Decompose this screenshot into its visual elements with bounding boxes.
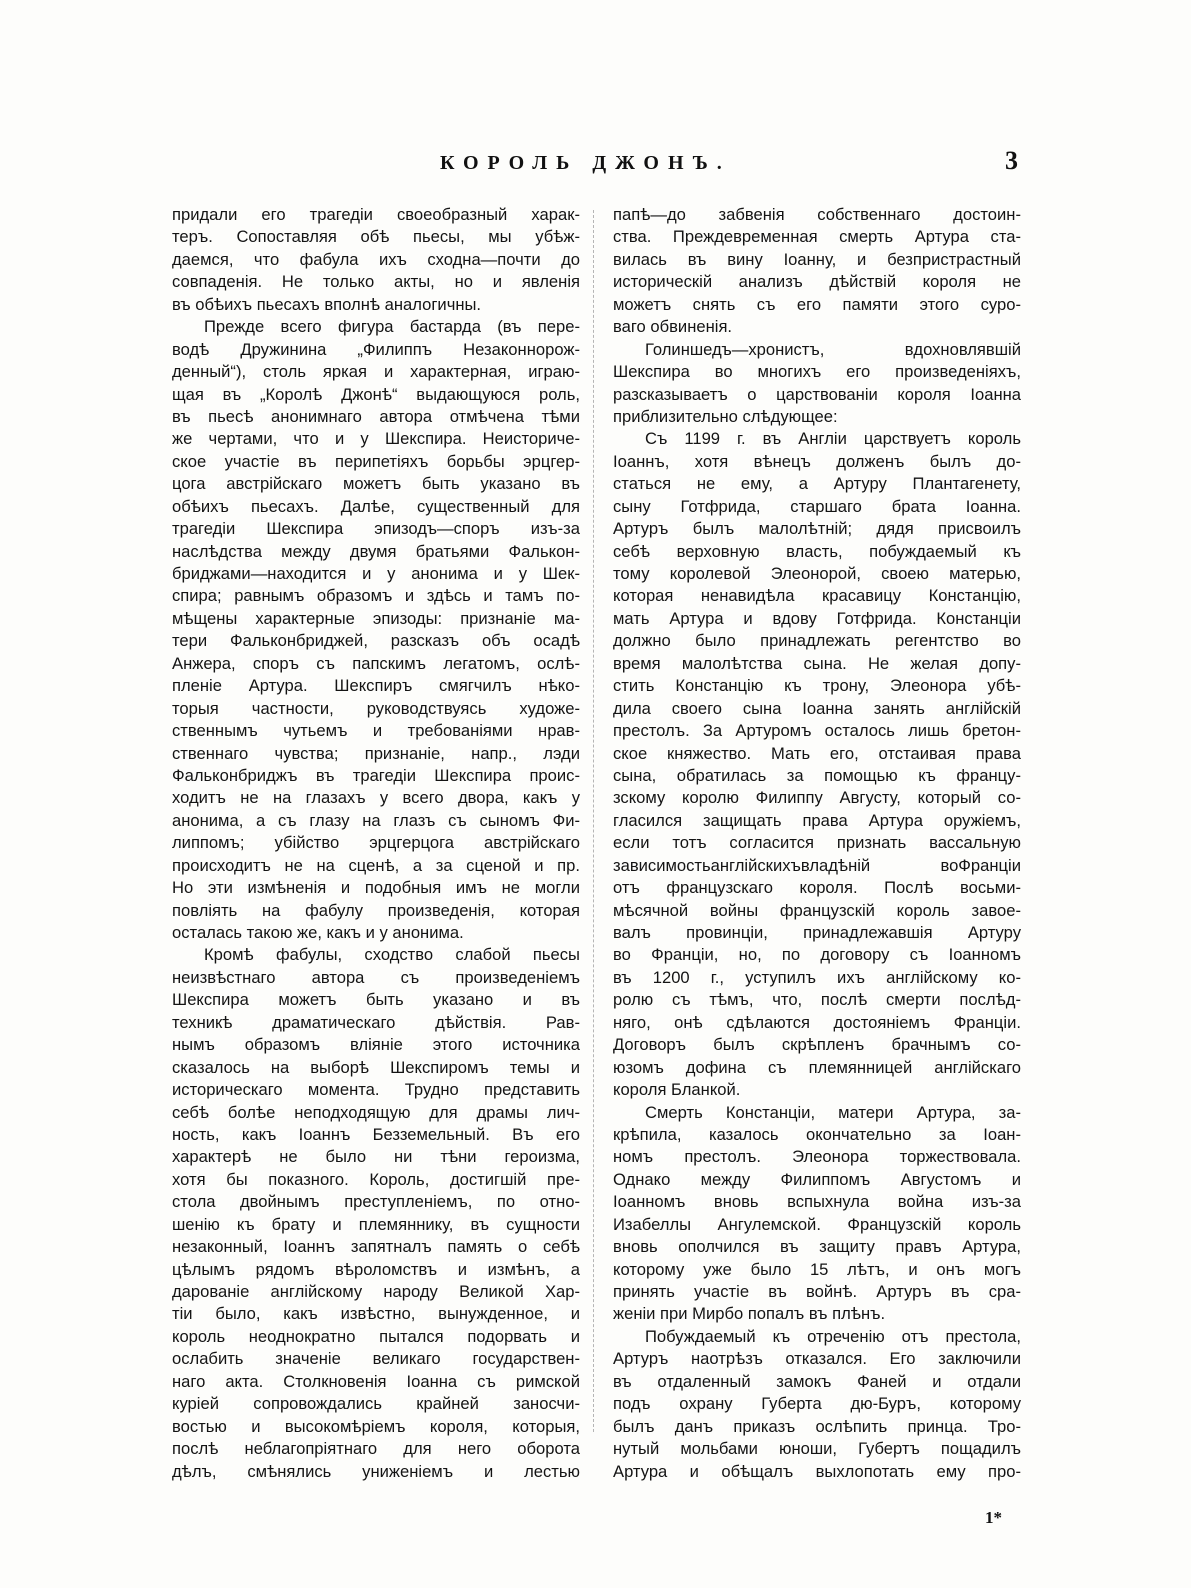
text-line: же чертами, что и у Шекспира. Неисториче- xyxy=(172,429,580,449)
text-line: послѣ неблагопріятнаго для него оборота xyxy=(172,1439,580,1459)
text-line: дила своего сына Іоанна занять англійскій xyxy=(613,698,1021,718)
text-line: ность, какъ Іоаннъ Безземельный. Въ его xyxy=(172,1124,580,1144)
text-line: шенію къ брату и племяннику, въ сущности xyxy=(172,1214,580,1234)
right-column xyxy=(613,204,1021,1483)
running-title: КОРОЛЬ ДЖОНЪ. xyxy=(440,152,731,174)
text-line: нымъ образомъ вліяніе этого источника xyxy=(172,1035,580,1055)
text-line: статься не ему, а Артуру Плантагенету, xyxy=(613,474,1021,494)
text-line: Анжера, споръ съ папскимъ легатомъ, ослѣ- xyxy=(172,653,580,673)
text-line: ходитъ не на глазахъ у всего двора, какъ у xyxy=(172,788,580,808)
text-line: можетъ снять съ его памяти этого суро- xyxy=(613,294,1021,314)
text-line: даемся, что фабула ихъ сходна—почти до xyxy=(172,249,580,269)
text-line: гласился защищать права Артура оружіемъ, xyxy=(613,810,1021,830)
text-line: тіи было, какъ извѣстно, вынужденное, и xyxy=(172,1304,580,1324)
text-line: осталась такою же, какъ и у анонима. xyxy=(172,923,464,942)
text-line: подъ охрану Губерта дю-Буръ, которому xyxy=(613,1394,1021,1414)
text-line: зависимостьанглійскихъвладѣній воФранціи xyxy=(613,855,1021,875)
text-line: дѣлъ, смѣнялись униженіемъ и лестью xyxy=(172,1461,580,1481)
text-line: разсказываетъ о царствованіи короля Іоанна xyxy=(613,384,1021,404)
text-line: сына, обратилась за помощью къ францу- xyxy=(613,765,1021,785)
text-line: историческій анализъ дѣйствій короля не xyxy=(613,272,1021,292)
text-line: приблизительно слѣдующее: xyxy=(613,406,838,426)
text-line: Однако между Филиппомъ Августомъ и xyxy=(613,1169,1021,1189)
text-line: теръ. Сопоставляя обѣ пьесы, мы убѣж- xyxy=(172,227,580,247)
text-line: незаконный, Іоаннъ запятналъ память о себѣ xyxy=(172,1237,580,1257)
text-line: куріей сопровождались крайней заносчи- xyxy=(172,1394,580,1414)
text-line: техникѣ драматическаго дѣйствія. Рав- xyxy=(172,1012,580,1032)
text-line: спира; равнымъ образомъ и здѣсь и тамъ по- xyxy=(172,586,580,606)
text-line: Іоаннъ, хотя вѣнецъ долженъ былъ до- xyxy=(613,451,1021,471)
text-line: если тотъ согласится признать вассальную xyxy=(613,833,1021,853)
text-line: Фальконбриджъ въ трагедіи Шекспира проис- xyxy=(172,765,580,785)
text-line: Смерть Констанціи, матери Артура, за- xyxy=(645,1102,1021,1122)
text-line: мѣсячной войны французскій король завое- xyxy=(613,900,1021,920)
text-line: денный“), столь яркая и характерная, играю- xyxy=(172,362,580,382)
text-line: ское участіе въ перипетіяхъ борьбы эрцгер- xyxy=(172,451,580,471)
text-line: придали его трагедіи своеобразный харак- xyxy=(172,205,580,224)
text-line: мать Артура и вдову Готфрида. Констанціи xyxy=(613,608,1021,628)
text-line: наслѣдства между двумя братьями Фалькон- xyxy=(172,541,580,561)
text-line: ственнаго чувства; признаніе, напр., лэди xyxy=(172,743,580,763)
text-line: наго акта. Столкновенія Іоанна съ римской xyxy=(172,1371,580,1391)
text-line: торыя частности, руководствуясь художе- xyxy=(172,698,580,718)
text-line: нутый мольбами юноши, Губертъ пощадилъ xyxy=(613,1439,1021,1459)
text-line: цога австрійскаго можетъ быть указано въ xyxy=(172,474,580,494)
text-line: ролю съ тѣмъ, что, послѣ смерти послѣд- xyxy=(613,990,1021,1010)
text-line: историческаго момента. Трудно представить xyxy=(172,1080,580,1100)
text-line: трагедіи Шекспира эпизодъ—споръ изъ-за xyxy=(172,519,580,539)
text-line: себѣ верховную власть, побуждаемый къ xyxy=(613,541,1021,561)
text-line: въ отдаленный замокъ Фаней и отдали xyxy=(613,1371,1021,1391)
text-line: валъ провинціи, принадлежавшія Артуру xyxy=(613,923,1021,942)
text-line: анонима, а съ глазу на глазъ съ сыномъ Фи- xyxy=(172,810,580,830)
text-line: ское княжество. Мать его, отстаивая права xyxy=(613,743,1021,763)
text-line: ственнымъ чутьемъ и требованіями нрав- xyxy=(172,721,580,741)
text-line: стола двойнымъ преступленіемъ, по отно- xyxy=(172,1192,580,1212)
text-line: въ обѣихъ пьесахъ вполнѣ аналогичны. xyxy=(172,294,482,314)
text-line: себѣ болѣе неподходящую для драмы лич- xyxy=(172,1102,580,1122)
text-line: водѣ Дружинина „Филиппъ Незаконнорож- xyxy=(172,339,580,359)
text-line: мѣщены характерные эпизоды: признаніе ма- xyxy=(172,608,580,628)
text-line: Кромѣ фабулы, сходство слабой пьесы xyxy=(204,945,580,965)
text-line: Артуръ наотрѣзъ отказался. Его заключили xyxy=(613,1349,1021,1369)
text-line: въ пьесѣ анонимнаго автора отмѣчена тѣми xyxy=(172,406,580,426)
text-line: бриджами—находится и у анонима и у Шек- xyxy=(172,564,580,583)
text-line: Съ 1199 г. въ Англіи царствуетъ король xyxy=(645,429,1021,449)
page-number: 3 xyxy=(1005,146,1018,175)
text-line: ваго обвиненія. xyxy=(613,317,733,337)
text-line: вилась въ вину Іоанну, и безпристрастный xyxy=(613,249,1021,269)
text-line: Договоръ былъ скрѣпленъ брачнымъ со- xyxy=(613,1035,1021,1055)
text-line: неизвѣстнаго автора съ произведеніемъ xyxy=(172,967,580,987)
text-line: въ 1200 г., уступилъ ихъ англійскому ко- xyxy=(613,967,1021,987)
text-line: щая въ „Королѣ Джонѣ“ выдающуюся роль, xyxy=(172,384,580,404)
text-line: крѣпила, казалось окончательно за Іоан- xyxy=(613,1124,1021,1144)
text-line: которая ненавидѣла красавицу Констанцію, xyxy=(613,586,1021,606)
text-line: ства. Преждевременная смерть Артура ста- xyxy=(613,227,1021,247)
text-line: пленіе Артура. Шекспиръ смягчилъ нѣко- xyxy=(172,676,580,696)
text-line: король неоднократно пытался подорвать и xyxy=(172,1326,580,1346)
text-line: Іоанномъ вновь вспыхнула война изъ-за xyxy=(613,1192,1021,1212)
text-line: дарованіе англійскому народу Великой Хар- xyxy=(172,1282,580,1301)
text-line: Голиншедъ—хронистъ, вдохновлявшій xyxy=(645,339,1021,359)
text-line: номъ престолъ. Элеонора торжествовала. xyxy=(613,1147,1021,1167)
text-line: Побуждаемый къ отреченію отъ престола, xyxy=(645,1326,1021,1346)
text-line: хотя бы показного. Король, достигшій пре- xyxy=(172,1169,580,1189)
text-line: характерѣ не было ни тѣни героизма, xyxy=(172,1147,580,1167)
text-line: Артуръ былъ малолѣтній; дядя присвоилъ xyxy=(613,519,1021,539)
text-line: юзомъ дофина съ племянницей англійскаго xyxy=(613,1057,1021,1077)
text-line: ослабить значеніе великаго государствен- xyxy=(172,1349,580,1369)
text-line: престолъ. За Артуромъ осталось лишь бретон- xyxy=(613,721,1021,741)
left-column xyxy=(172,204,580,1483)
text-line: Артура и обѣщалъ выхлопотать ему про- xyxy=(613,1461,1021,1481)
text-line: происходитъ не на сценѣ, а за сценой и пр. xyxy=(172,855,580,875)
text-line: сказалось на выборѣ Шекспиромъ темы и xyxy=(172,1057,580,1077)
text-line: принять участіе въ войнѣ. Артуръ въ сра- xyxy=(613,1282,1021,1301)
text-line: сыну Готфрида, старшаго брата Іоанна. xyxy=(613,496,1021,516)
text-line: повліять на фабулу произведенія, которая xyxy=(172,900,580,920)
text-line: былъ данъ приказъ ослѣпить принца. Тро- xyxy=(613,1416,1021,1436)
column-divider xyxy=(593,210,594,1432)
text-line: Прежде всего фигура бастарда (въ пере- xyxy=(204,317,580,337)
text-line: обѣихъ пьесахъ. Далѣе, существенный для xyxy=(172,496,580,516)
text-line: тери Фальконбриджей, разсказъ объ осадѣ xyxy=(172,631,580,651)
text-line: совпаденія. Не только акты, но и явленія xyxy=(172,272,580,292)
text-line: которому уже было 15 лѣтъ, и онъ могъ xyxy=(613,1259,1021,1279)
text-line: женіи при Мирбо попалъ въ плѣнъ. xyxy=(613,1304,886,1324)
text-line: время малолѣтства сына. Не желая допу- xyxy=(613,653,1021,673)
signature-mark: 1* xyxy=(985,1508,1002,1527)
text-line: должно было принадлежать регентство во xyxy=(613,631,1021,651)
text-line: стить Констанцію къ трону, Элеонора убѣ- xyxy=(613,676,1021,696)
text-line: короля Бланкой. xyxy=(613,1080,741,1100)
text-line: тому королевой Элеонорой, своею матерью, xyxy=(613,564,1021,583)
text-line: Шекспира можетъ быть указано и въ xyxy=(172,990,580,1010)
text-line: вновь ополчился въ защиту правъ Артура, xyxy=(613,1237,1021,1257)
text-line: Шекспира во многихъ его произведеніяхъ, xyxy=(613,362,1021,382)
text-line: отъ французскаго короля. Послѣ восьми- xyxy=(613,878,1021,898)
text-line: папѣ—до забвенія собственнаго достоин- xyxy=(613,205,1021,224)
text-line: липпомъ; убійство эрцгерцога австрійскаго xyxy=(172,833,580,853)
text-line: во Франціи, но, по договору съ Іоанномъ xyxy=(613,945,1021,965)
text-line: няго, онѣ сдѣлаются достояніемъ Франціи. xyxy=(613,1012,1021,1032)
text-line: Но эти измѣненія и подобныя имъ не могли xyxy=(172,878,580,898)
text-line: зскому королю Филиппу Августу, который со- xyxy=(613,788,1021,808)
text-line: Изабеллы Ангулемской. Французскій король xyxy=(613,1214,1021,1234)
text-line: востью и высокомѣріемъ короля, которыя, xyxy=(172,1416,580,1436)
text-line: цѣлымъ рядомъ вѣроломствъ и измѣнъ, а xyxy=(172,1259,580,1279)
